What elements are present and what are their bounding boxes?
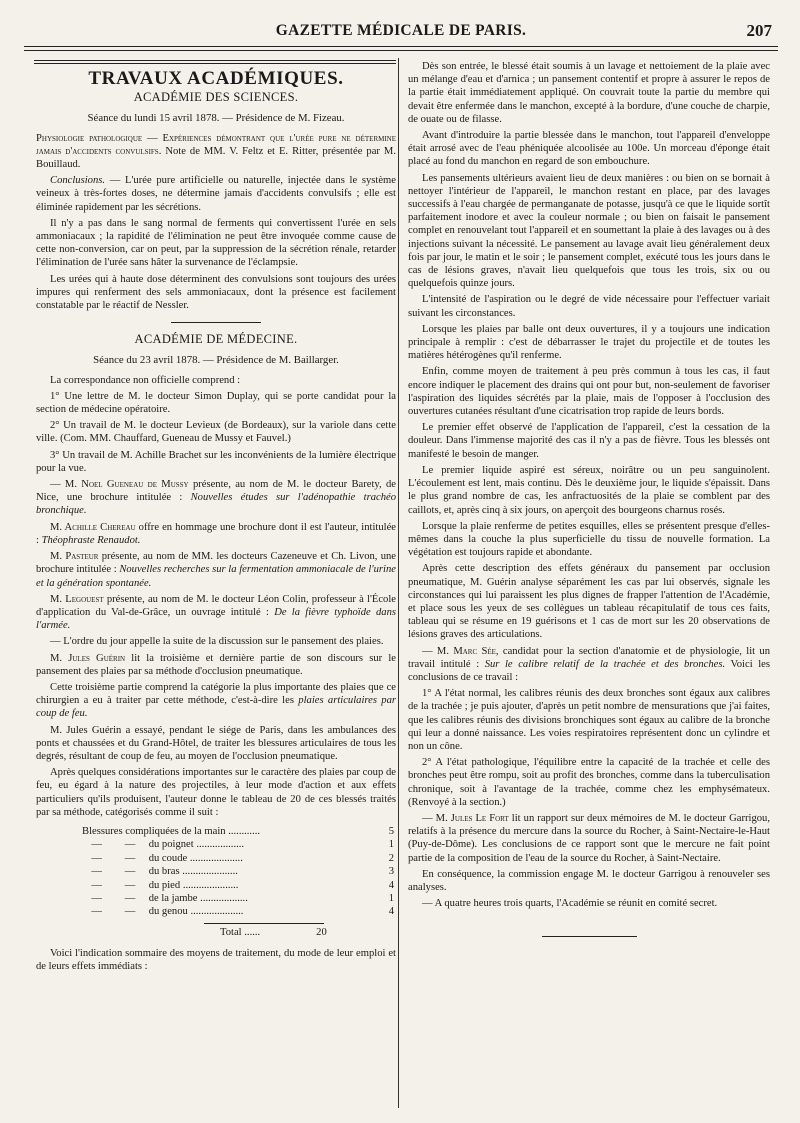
paragraph: 1° Une lettre de M. le docteur Simon Duplay, qui se porte candidat pour la section de médecine opératoire. <box>36 390 396 416</box>
table-row: — — du genou .................... 4 <box>91 906 394 918</box>
conclusions-label: Conclusions. <box>50 175 106 187</box>
running-head <box>24 22 778 46</box>
right-column <box>408 60 770 937</box>
section-rule-thin <box>34 63 396 64</box>
header-rule-thin <box>24 50 778 51</box>
total-row: Total ...... 20 <box>220 926 327 938</box>
paragraph: Après quelques considérations importantes sur le caractère des plaies par coup de feu, eu égard à la nature des projectiles, à leur mode d'action et aux effets particuliers qu'ils produisent, l'auteur donne le tableau de 20 de ces blessés traités par sa méthode, catégorisés comme il suit : <box>36 767 396 818</box>
paragraph: Lorsque la plaie renferme de petites esquilles, elles se présentent presque d'elles-mêmes dans la couche la plus superficielle du tissu de nouvelle formation. La végétation est toujours rapide et abondante. <box>408 520 770 559</box>
paragraph: Cette troisième partie comprend la catégorie la plus importante des plaies que ce chirurgien a eu à traiter par cette méthode, c'est-à-dire les plaies articulaires par coup de feu. <box>36 681 396 720</box>
wounds-table <box>80 825 396 919</box>
paragraph-pasteur: M. Pasteur présente, au nom de MM. les docteurs Cazeneuve et Ch. Livon, une brochure intitulée : Nouvelles recherches sur la fermentation ammoniacale de l'urine et la génération spontanée. <box>36 551 396 589</box>
paragraph: 1° A l'état normal, les calibres réunis des deux bronches sont égaux aux calibres de la trachée ; je puis ajouter, d'après un petit nombre de mensurations que j'ai faites, que les calibres réunis des divisions bronchiques sont égaux au calibre de la bronche qui leur a donné naissance. Les voies respiratoires représentent donc un cylindre et non un cône. <box>408 688 770 752</box>
table-row: — — de la jambe .................. 1 <box>91 892 394 904</box>
paragraph: Après cette description des effets généraux du pansement par occlusion pneumatique, M. Guérin analyse séparément les cas par lui observés, signale les circonstances qui lui paraissent les plus dignes de frapper l'attention de l'Académie, et place sous les yeux de ses collègues un tableau récapitulatif de tous ces faits, tableau qui se résume en 19 guérisons et 1 cas de mort sur les 20 observations de lésions graves des articulations. <box>408 563 770 641</box>
paragraph: Les urées qui à haute dose déterminent des convulsions sont toujours des urées impures qui renferment des sels ammoniacaux, dont la présence est facilement constatable par le réactif de Nessler. <box>36 273 396 312</box>
paragraph-physiology: Physiologie pathologique — Expériences démontrant que l'urée pure ne détermine jamais d'accidents convulsifs. Note de MM. V. Feltz et E. Ritter, présentée par M. Bouillaud. <box>36 132 396 171</box>
paragraph: Le premier effet observé de l'application de l'appareil, c'est la cessation de la douleur. Dans l'immense majorité des cas il n'y a pas de fièvre. Tous les blessés ont manifesté le besoin de manger. <box>408 422 770 460</box>
section-rule <box>34 60 396 61</box>
paragraph: — A quatre heures trois quarts, l'Académie se réunit en comité secret. <box>422 898 718 910</box>
end-rule <box>542 936 637 937</box>
paragraph-gueneau: — M. Noel Gueneau de Mussy présente, au nom de M. le docteur Barety, de Nice, une brochure intitulée : Nouvelles études sur l'adénopathie trachéo bronchique. <box>36 479 396 517</box>
paragraph: En conséquence, la commission engage M. le docteur Garrigou à renouveler ses analyses. <box>408 868 770 893</box>
journal-title: GAZETTE MÉDICALE DE PARIS. <box>275 22 527 39</box>
table-row: — — du coude .................... 2 <box>91 852 394 864</box>
academy-medicine-heading: ACADÉMIE DE MÉDECINE. <box>134 332 298 347</box>
session-line-sciences: Séance du lundi 15 avril 1878. — Présidence de M. Fizeau. <box>87 112 345 125</box>
section-title: TRAVAUX ACADÉMIQUES. <box>88 68 344 89</box>
total-value: 20 <box>316 926 327 938</box>
paragraph: Voici l'indication sommaire des moyens de traitement, du mode de leur emploi et de leurs effets immédiats : <box>36 948 396 973</box>
paragraph: Les pansements ultérieurs avaient lieu de deux manières : ou bien on se bornait à nettoyer l'intérieur de l'appareil, le manchon restant en place, par des lavages successifs à l'eau chargée de permanganate de potasse, jusqu'à ce que le liquide sortît parfaitement inodore et avec la couleur normale ; ou bien on faisait le pansement complet en renouvelant tout l'appareil et en soumettant la plaie à des lavages ou à des injections suivant la nécessité. Le pansement au lavage avait lieu généralement deux fois par jour, le matin et le soir ; le pansement complet, exécuté tous les jours dans le cas de lésions graves, n'avait lieu quelquefois que tous les trois, six ou ou quelquefois quinze jours. <box>408 172 770 290</box>
table-row: — — du pied ..................... 4 <box>91 879 394 891</box>
paragraph-legouest: M. Legouest présente, au nom de M. le docteur Léon Colin, professeur à l'École d'application du Val-de-Grâce, un ouvrage intitulé : De la fièvre typhoïde dans l'armée. <box>36 593 396 632</box>
paragraph: — L'ordre du jour appelle la suite de la discussion sur le pansement des plaies. <box>50 636 384 648</box>
paragraph-marc-see: — M. Marc Sée, candidat pour la section d'anatomie et de physiologie, lit un travail intitulé : Sur le calibre relatif de la trachée et des bronches. Voici les conclusions de ce travail : <box>408 645 770 683</box>
paragraph: Dès son entrée, le blessé était soumis à un lavage et nettoiement de la plaie avec un mélange d'eau et d'arnica ; un pansement contentif et propre à assurer le repos de la partie était immédiatement appliqué. On couvrait toute la partie du membre qui devait être enfermée dans le manchon, excepté à la bordure, d'une couche de charpie, de ouate ou de filasse. <box>408 61 770 125</box>
left-column <box>36 60 396 976</box>
paragraph-guerin: M. Jules Guérin lit la troisième et dernière partie de son discours sur le pansement des plaies par sa méthode d'occlusion pneumatique. <box>36 652 397 677</box>
paragraph: 2° Un travail de M. le docteur Levieux (de Bordeaux), sur la variole dans cette ville. (Com. MM. Chauffard, Gueneau de Mussy et Fauvel.) <box>36 420 396 445</box>
paragraph-conclusions: Conclusions. — L'urée pure artificielle ou naturelle, injectée dans le système veineux à très-fortes doses, ne détermine jamais d'accidents convulsifs ; elle est éliminée rapidement par les sécrétions. <box>36 175 396 213</box>
table-row: Blessures compliquées de la main ............ 5 <box>82 825 394 837</box>
article-heading: Physiologie pathologique — Expériences démontrant que l'urée pure ne détermine jamais d'accidents convulsifs. <box>36 132 396 157</box>
header-rule <box>24 46 778 47</box>
paragraph: L'intensité de l'aspiration ou le degré de vide nécessaire pour l'effectuer variait suivant les circonstances. <box>408 294 770 319</box>
table-row: — — du poignet .................. 1 <box>91 839 394 851</box>
separator-rule <box>171 322 261 323</box>
paragraph: 2° A l'état pathologique, l'équilibre entre la capacité de la trachée et celle des bronches peut être rompu, soit au profit des bronches, comme dans la tuberculisation chronique, soit à l'avantage de la trachée, comme chez les emphysémateux. (Renvoyé à la section.) <box>408 757 770 808</box>
paragraph: 3° Un travail de M. Achille Brachet sur les inconvénients de la lumière électrique pour la vue. <box>36 449 396 474</box>
page-number: 207 <box>746 21 772 40</box>
table-row: — — du bras ..................... 3 <box>91 866 394 878</box>
column-divider <box>398 58 399 1108</box>
paragraph-chereau: M. Achille Chereau offre en hommage une brochure dont il est l'auteur, intitulée : Théophraste Renaudot. <box>36 521 397 546</box>
academy-sciences-heading: ACADÉMIE DES SCIENCES. <box>133 90 299 105</box>
paragraph: M. Jules Guérin a essayé, pendant le siége de Paris, dans les ambulances des ponts et chaussées et du Grand-Hôtel, de traiter les blessures articulaires de tous les degrés, résultant de coup de feu, au moyen de l'occlusion pneumatique. <box>36 724 396 762</box>
paragraph: Enfin, comme moyen de traitement à peu près commun à tous les cas, il faut encore indiquer le placement des drains qui ont pour but, non-seulement de favoriser l'aspiration des liquides sécrétés par la plaie, mais de l'opposer à l'occlusion des ouvertures cutanées résultant d'une cicatrisation trop rapide de leurs bords. <box>408 366 770 418</box>
paragraph-le-fort: — M. Jules Le Fort lit un rapport sur deux mémoires de M. le docteur Garrigou, relatifs à la présence du mercure dans la source du Rocher, à Saint-Nectaire-le-Haut (Puy-de-Dôme). Les conclusions de ce rapport sont que le mercure ne fait point partie de la composition de l'eau de la source du Rocher, à Saint-Nectaire. <box>408 812 770 864</box>
total-rule <box>204 923 324 924</box>
paragraph: Avant d'introduire la partie blessée dans le manchon, tout l'appareil d'enveloppe était arrosé avec de l'eau phéniquée alcoolisée au 100e. Un morceau d'éponge était placé au fond du manchon en regard de son embouchure. <box>408 130 770 168</box>
session-line-medicine: Séance du 23 avril 1878. — Présidence de M. Baillarger. <box>93 354 339 367</box>
paragraph: Lorsque les plaies par balle ont deux ouvertures, il y a toujours une indication principale à remplir : c'est de débarrasser le trajet du projectile et de toutes les matières hétérogènes qu'il renferme. <box>408 323 770 362</box>
paragraph: Il n'y a pas dans le sang normal de ferments qui convertissent l'urée en sels ammoniacaux ; la rapidité de l'élimination ne peut être invoquée comme cause de cette non-conversion, car on peut, par la suppression de la sécrétion rénale, retarder l'élimination de l'urée sans hâter la survenance de l'éclampsie. <box>36 217 396 269</box>
paragraph: Le premier liquide aspiré est séreux, noirâtre ou un peu sanguinolent. L'écoulement est lent, mais continu. Dès le deuxième jour, le liquide s'épaissit. Dans le plus grand nombre de cas, les anfractuosités de la plaie se comblent par des caillots, et, après cinq à six jours, on aperçoit des bourgeons charnus rosés. <box>408 464 770 516</box>
paragraph: La correspondance non officielle comprend : <box>50 374 241 386</box>
